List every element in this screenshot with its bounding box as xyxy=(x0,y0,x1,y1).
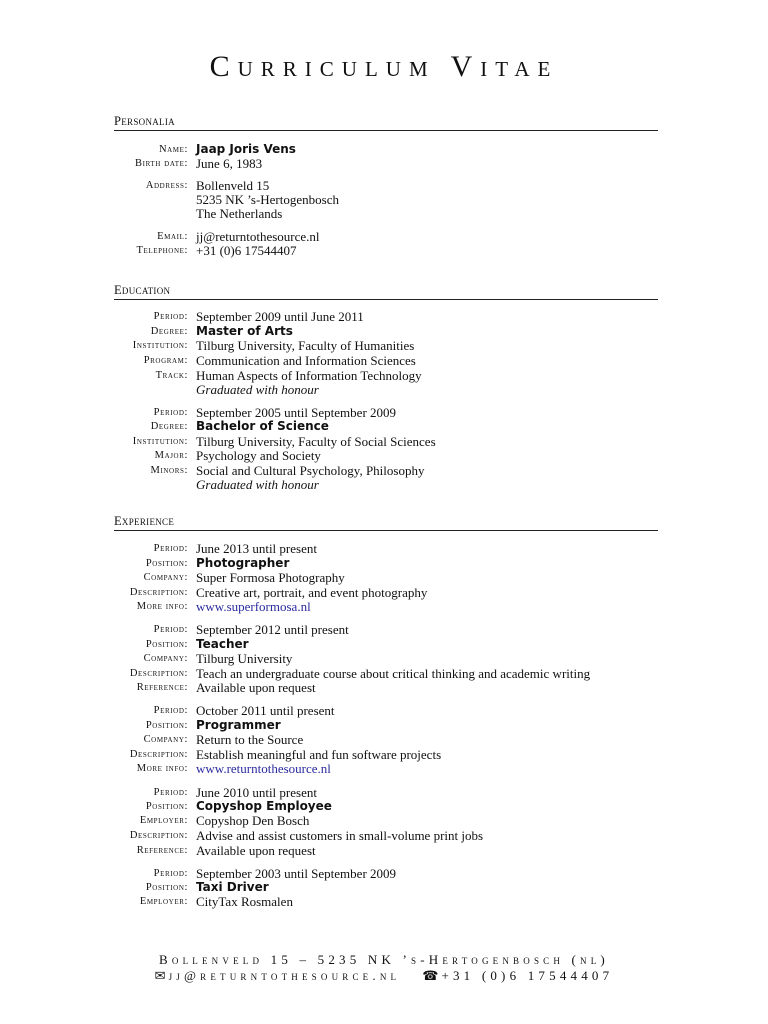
description-value: Teach an undergraduate course about critical thinking and academic writing xyxy=(196,666,591,681)
field-label: Institution: xyxy=(132,340,188,351)
period-value: September 2009 until June 2011 xyxy=(196,309,364,324)
company-value: Tilburg University xyxy=(196,651,293,666)
field-label: Description: xyxy=(129,587,188,598)
company-value: Return to the Source xyxy=(196,732,304,747)
experience-employer-row xyxy=(0,894,768,909)
degree-value: Bachelor of Science xyxy=(196,419,329,433)
field-label: Reference: xyxy=(136,682,188,693)
reference-value: Available upon request xyxy=(196,680,316,695)
address-line-1: Bollenveld 15 xyxy=(196,178,270,193)
honour-note: Graduated with honour xyxy=(196,382,319,397)
field-label: Period: xyxy=(153,543,188,554)
experience-period-row xyxy=(0,785,768,800)
page-title: Curriculum Vitae xyxy=(209,50,559,83)
description-value: Establish meaningful and fun software projects xyxy=(196,747,442,762)
footer-phone: +31 (0)6 17544407 xyxy=(441,968,614,983)
personalia-address-row-3 xyxy=(0,206,768,221)
field-label: Minors: xyxy=(150,465,188,476)
education-institution-row xyxy=(0,434,768,449)
field-label: Position: xyxy=(145,801,188,812)
field-label: Major: xyxy=(154,450,188,461)
field-label: Period: xyxy=(153,868,188,879)
experience-period-row xyxy=(0,866,768,881)
experience-position-row xyxy=(0,718,768,733)
field-label: Description: xyxy=(129,668,188,679)
major-value: Psychology and Society xyxy=(196,448,321,463)
experience-position-row xyxy=(0,556,768,571)
education-degree-row xyxy=(0,419,768,434)
field-label: Period: xyxy=(153,407,188,418)
experience-period-row xyxy=(0,622,768,637)
field-label: Reference: xyxy=(136,845,188,856)
position-value: Teacher xyxy=(196,637,249,651)
address-line-2: 5235 NK ’s-Hertogenbosch xyxy=(196,192,339,207)
field-label: Description: xyxy=(129,830,188,841)
program-value: Communication and Information Sciences xyxy=(196,353,416,368)
education-program-row xyxy=(0,353,768,368)
position-value: Copyshop Employee xyxy=(196,799,332,813)
field-label: More info: xyxy=(136,601,188,612)
field-label: Employer: xyxy=(139,896,188,907)
experience-description-row xyxy=(0,585,768,600)
personalia-name-row xyxy=(0,142,768,157)
field-label: Degree: xyxy=(150,326,188,337)
field-label: Position: xyxy=(145,882,188,893)
position-value: Programmer xyxy=(196,718,281,732)
minors-value: Social and Cultural Psychology, Philosophy xyxy=(196,463,425,478)
field-label: Position: xyxy=(145,639,188,650)
period-value: October 2011 until present xyxy=(196,703,335,718)
field-label: Degree: xyxy=(150,421,188,432)
experience-reference-row xyxy=(0,843,768,858)
website-link[interactable]: www.superformosa.nl xyxy=(196,599,311,614)
institution-value: Tilburg University, Faculty of Humanities xyxy=(196,338,415,353)
field-label: Position: xyxy=(145,720,188,731)
field-label: Description: xyxy=(129,749,188,760)
position-value: Taxi Driver xyxy=(196,880,269,894)
experience-moreinfo-row xyxy=(0,599,768,614)
address-line-3: The Netherlands xyxy=(196,206,283,221)
field-label: Company: xyxy=(143,572,188,583)
field-label: Period: xyxy=(153,705,188,716)
personalia-phone-row xyxy=(0,243,768,258)
description-value: Advise and assist customers in small-volume print jobs xyxy=(196,828,484,843)
employer-value: CityTax Rosmalen xyxy=(196,894,293,909)
field-label: Name: xyxy=(158,144,188,155)
experience-description-row xyxy=(0,828,768,843)
footer-address: Bollenveld 15 – 5235 NK ’s-Hertogenbosch (nl) xyxy=(159,952,609,967)
experience-reference-row xyxy=(0,680,768,695)
education-major-row xyxy=(0,448,768,463)
description-value: Creative art, portrait, and event photography xyxy=(196,585,428,600)
experience-description-row xyxy=(0,747,768,762)
period-value: June 2013 until present xyxy=(196,541,317,556)
field-label: Birth date: xyxy=(135,158,188,169)
experience-position-row xyxy=(0,637,768,652)
telephone-icon: ☎ xyxy=(422,968,439,983)
period-value: September 2003 until September 2009 xyxy=(196,866,397,881)
experience-company-row xyxy=(0,570,768,585)
birth-date-value: June 6, 1983 xyxy=(196,156,263,171)
field-label: Employer: xyxy=(139,815,188,826)
field-label: Position: xyxy=(145,558,188,569)
experience-employer-row xyxy=(0,813,768,828)
experience-moreinfo-row xyxy=(0,761,768,776)
personalia-address-row xyxy=(0,178,768,193)
section-heading-experience: Experience xyxy=(114,514,658,531)
field-label: Period: xyxy=(153,624,188,635)
education-period-row xyxy=(0,309,768,324)
field-label: Email: xyxy=(157,231,188,242)
field-label: Telephone: xyxy=(136,245,188,256)
field-label: Program: xyxy=(143,355,188,366)
employer-value: Copyshop Den Bosch xyxy=(196,813,310,828)
field-label: Period: xyxy=(153,787,188,798)
education-note-row xyxy=(0,382,768,397)
experience-period-row xyxy=(0,541,768,556)
personalia-email-row xyxy=(0,229,768,244)
honour-note: Graduated with honour xyxy=(196,477,319,492)
education-period-row xyxy=(0,405,768,420)
education-note-row xyxy=(0,477,768,492)
period-value: September 2012 until present xyxy=(196,622,349,637)
degree-value: Master of Arts xyxy=(196,324,293,338)
website-link[interactable]: www.returntothesource.nl xyxy=(196,761,331,776)
track-value: Human Aspects of Information Technology xyxy=(196,368,422,383)
footer-contact xyxy=(0,968,768,984)
section-heading-personalia: Personalia xyxy=(114,114,658,131)
experience-company-row xyxy=(0,732,768,747)
personalia-birth-row xyxy=(0,156,768,171)
experience-description-row xyxy=(0,666,768,681)
field-label: More info: xyxy=(136,763,188,774)
experience-position-row xyxy=(0,799,768,814)
education-degree-row xyxy=(0,324,768,339)
education-track-row xyxy=(0,368,768,383)
experience-position-row xyxy=(0,880,768,895)
name-value: Jaap Joris Vens xyxy=(196,142,296,156)
experience-company-row xyxy=(0,651,768,666)
reference-value: Available upon request xyxy=(196,843,316,858)
company-value: Super Formosa Photography xyxy=(196,570,345,585)
footer-email: jj@returntothesource.nl xyxy=(168,968,401,983)
personalia-address-row-2 xyxy=(0,192,768,207)
email-value: jj@returntothesource.nl xyxy=(196,229,320,244)
field-label: Track: xyxy=(155,370,188,381)
institution-value: Tilburg University, Faculty of Social Sciences xyxy=(196,434,436,449)
envelope-icon: ✉ xyxy=(154,968,166,983)
field-label: Company: xyxy=(143,653,188,664)
field-label: Institution: xyxy=(132,436,188,447)
field-label: Address: xyxy=(145,180,188,191)
section-heading-education: Education xyxy=(114,283,658,300)
phone-value: +31 (0)6 17544407 xyxy=(196,243,297,258)
period-value: June 2010 until present xyxy=(196,785,317,800)
experience-period-row xyxy=(0,703,768,718)
education-institution-row xyxy=(0,338,768,353)
position-value: Photographer xyxy=(196,556,290,570)
field-label: Company: xyxy=(143,734,188,745)
education-minors-row xyxy=(0,463,768,478)
period-value: September 2005 until September 2009 xyxy=(196,405,397,420)
field-label: Period: xyxy=(153,311,188,322)
